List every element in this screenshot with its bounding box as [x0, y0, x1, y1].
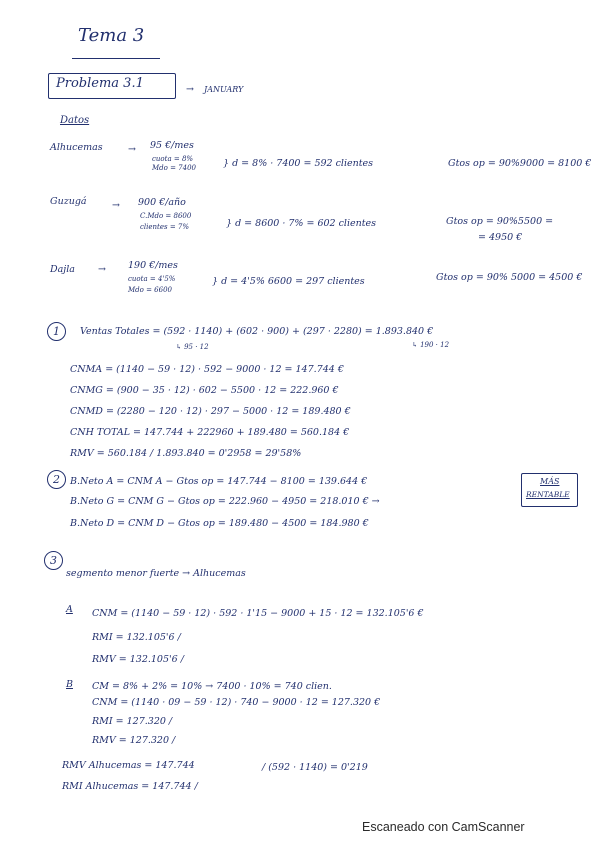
alhucemas-price: 95 €/mes — [150, 140, 194, 151]
option-a-rmv: RMV = 132.105'6 / — [92, 654, 184, 665]
dajla-gastos: Gtos op = 90% 5000 = 4500 € — [436, 272, 583, 283]
option-a-label: A — [66, 604, 73, 615]
section-1-number: 1 — [47, 322, 66, 341]
dajla-name: Dajla — [50, 264, 75, 275]
dajla-arrow: → — [98, 264, 106, 275]
guzuga-price: 900 €/año — [138, 197, 186, 208]
alhucemas-mdo: Mdo = 7400 — [152, 164, 196, 172]
dajla-mdo: Mdo = 6600 — [128, 286, 172, 294]
option-b-label: B — [66, 679, 73, 690]
option-a-rmi: RMI = 132.105'6 / — [92, 632, 181, 643]
option-b-cm: CM = 8% + 2% = 10% → 7400 · 10% = 740 clien. — [92, 681, 332, 692]
page-title: Tema 3 — [78, 25, 145, 46]
alhucemas-cuota: cuota = 8% — [152, 155, 194, 163]
dajla-price: 190 €/mes — [128, 260, 178, 271]
mas-label: MÁS — [540, 477, 560, 486]
ventas-note-b: ↳ 190 · 12 — [412, 341, 450, 349]
guzuga-clients: } d = 8600 · 7% = 602 clientes — [226, 218, 377, 229]
rentable-label: RENTABLE — [526, 490, 570, 499]
camscanner-footer: Escaneado con CamScanner — [362, 820, 525, 834]
cnm-d: CNMD = (2280 − 120 · 12) · 297 − 5000 · 12 = 189.480 € — [70, 406, 351, 417]
rmi-alhucemas: RMI Alhucemas = 147.744 / — [62, 781, 198, 792]
cnm-total: CNH TOTAL = 147.744 + 222960 + 189.480 = 560.184 € — [70, 427, 350, 438]
rmv-alhucemas-ratio: / (592 · 1140) = 0'219 — [262, 762, 368, 773]
option-a-cnm: CNM = (1140 − 59 · 12) · 592 · 1'15 − 9000 + 15 · 12 = 132.105'6 € — [92, 608, 424, 619]
rmv-alhucemas: RMV Alhucemas = 147.744 — [62, 760, 195, 771]
cnm-g: CNMG = (900 − 35 · 12) · 602 − 5500 · 12 = 222.960 € — [70, 385, 339, 396]
alhucemas-arrow: → — [128, 144, 136, 155]
guzuga-gastos-total: = 4950 € — [478, 232, 523, 243]
problem-arrow: → — [186, 84, 194, 95]
bneto-g: B.Neto G = CNM G − Gtos op = 222.960 − 4950 = 218.010 € → — [70, 496, 380, 507]
guzuga-gastos: Gtos op = 90%5500 = — [446, 216, 554, 227]
option-b-rmi: RMI = 127.320 / — [92, 716, 173, 727]
problem-label: Problema 3.1 — [56, 76, 144, 91]
alhucemas-gastos: Gtos op = 90%9000 = 8100 € — [448, 158, 592, 169]
bneto-d: B.Neto D = CNM D − Gtos op = 189.480 − 4500 = 184.980 € — [70, 518, 369, 529]
guzuga-cmdo: C.Mdo = 8600 — [140, 212, 192, 220]
option-b-rmv: RMV = 127.320 / — [92, 735, 176, 746]
guzuga-name: Guzugá — [50, 196, 87, 207]
section-3-number: 3 — [44, 551, 63, 570]
bneto-a: B.Neto A = CNM A − Gtos op = 147.744 − 8100 = 139.644 € — [70, 476, 368, 487]
title-underline — [72, 58, 160, 59]
dajla-clients: } d = 4'5% 6600 = 297 clientes — [212, 276, 365, 287]
option-b-cnm: CNM = (1140 · 09 − 59 · 12) · 740 − 9000 · 12 = 127.320 € — [92, 697, 381, 708]
dajla-cuota: cuota = 4'5% — [128, 275, 176, 283]
ventas-note-a: ↳ 95 · 12 — [176, 343, 209, 351]
alhucemas-clients: } d = 8% · 7400 = 592 clientes — [223, 158, 374, 169]
datos-heading: Datos — [60, 115, 90, 126]
guzuga-arrow: → — [112, 200, 120, 211]
alhucemas-name: Alhucemas — [50, 142, 103, 153]
problem-note: JANUARY — [204, 85, 244, 94]
section-2-number: 2 — [47, 470, 66, 489]
ventas-totales: Ventas Totales = (592 · 1140) + (602 · 900) + (297 · 2280) = 1.893.840 € — [80, 326, 434, 337]
guzuga-clientes: clientes = 7% — [140, 223, 190, 231]
rmv: RMV = 560.184 / 1.893.840 = 0'2958 = 29'58% — [70, 448, 302, 459]
section-3-heading: segmento menor fuerte → Alhucemas — [66, 568, 246, 579]
cnm-a: CNMA = (1140 − 59 · 12) · 592 − 9000 · 12 = 147.744 € — [70, 364, 344, 375]
